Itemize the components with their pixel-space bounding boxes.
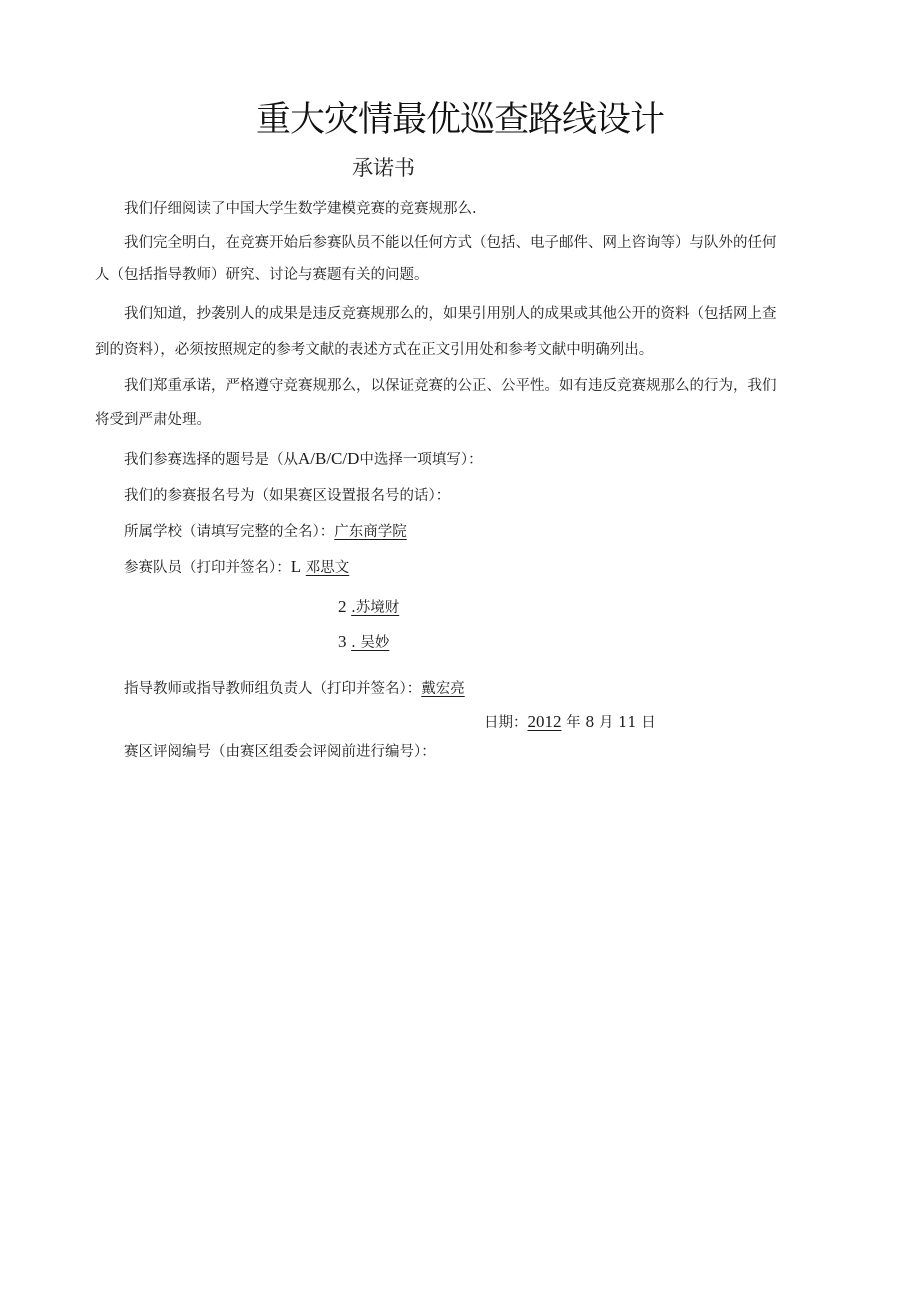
document-subtitle: 承诺书 <box>352 156 415 180</box>
paragraph-no-discussion-line1: 我们完全明白，在竞赛开始后参赛队员不能以任何方式（包括、电子邮件、网上咨询等）与队外的任何 <box>124 235 777 251</box>
review-number-label: 赛区评阅编号（由赛区组委会评阅前进行编号）： <box>124 744 436 760</box>
member-2-row <box>338 597 399 618</box>
paragraph-plagiarism-line1: 我们知道，抄袭别人的成果是违反竞赛规那么的，如果引用别人的成果或其他公开的资料（包括网上查 <box>124 306 777 322</box>
school-value: 广东商学院 <box>334 524 407 540</box>
paragraph-rules-read: 我们仔细阅读了中国大学生数学建模竞赛的竞赛规那么. <box>124 201 477 217</box>
advisor-field <box>124 679 465 699</box>
member-3-row <box>338 632 389 653</box>
member-1-name: 邓思文 <box>305 560 350 576</box>
member-2-name: .苏境财 <box>351 600 400 616</box>
registration-number-label: 我们的参赛报名号为（如果赛区设置报名号的话）： <box>124 488 451 504</box>
date-field <box>484 712 656 733</box>
date-rest: 年 8 月 11 日 <box>566 715 656 731</box>
problem-choice-field <box>124 449 483 470</box>
problem-options: A/B/C/D <box>298 449 360 468</box>
school-label: 所属学校（请填写完整的全名）： <box>124 524 335 540</box>
member-1-number: L <box>290 557 302 576</box>
advisor-value: 戴宏亮 <box>421 681 465 697</box>
date-label: 日期： <box>484 715 528 731</box>
problem-choice-label-end: 中选择一项填写）： <box>359 452 483 468</box>
member-3-number: 3 <box>338 632 347 651</box>
document-title: 重大灾情最优巡查路线设计 <box>255 100 664 140</box>
school-field <box>124 522 407 542</box>
paragraph-pledge-line1: 我们郑重承诺，严格遵守竞赛规那么，以保证竞赛的公正、公平性。如有违反竞赛规那么的行为，我们 <box>124 378 777 394</box>
member-2-number: 2 <box>338 597 347 616</box>
paragraph-pledge-line2: 将受到严肃处理。 <box>95 412 211 428</box>
paragraph-plagiarism-line2: 到的资料），必须按照规定的参考文献的表述方式在正文引用处和参考文献中明确列出。 <box>95 342 654 358</box>
paragraph-no-discussion-line2: 人（包括指导教师）研究、讨论与赛题有关的问题。 <box>95 267 429 283</box>
advisor-label: 指导教师或指导教师组负责人（打印并签名）： <box>124 681 422 697</box>
date-year: 2012 <box>527 712 562 731</box>
team-members-label: 参赛队员（打印并签名）： <box>124 560 291 576</box>
team-members-field <box>124 557 349 578</box>
problem-choice-label: 我们参赛选择的题号是（从 <box>124 452 298 468</box>
member-3-name: . 吴妙 <box>351 635 390 651</box>
